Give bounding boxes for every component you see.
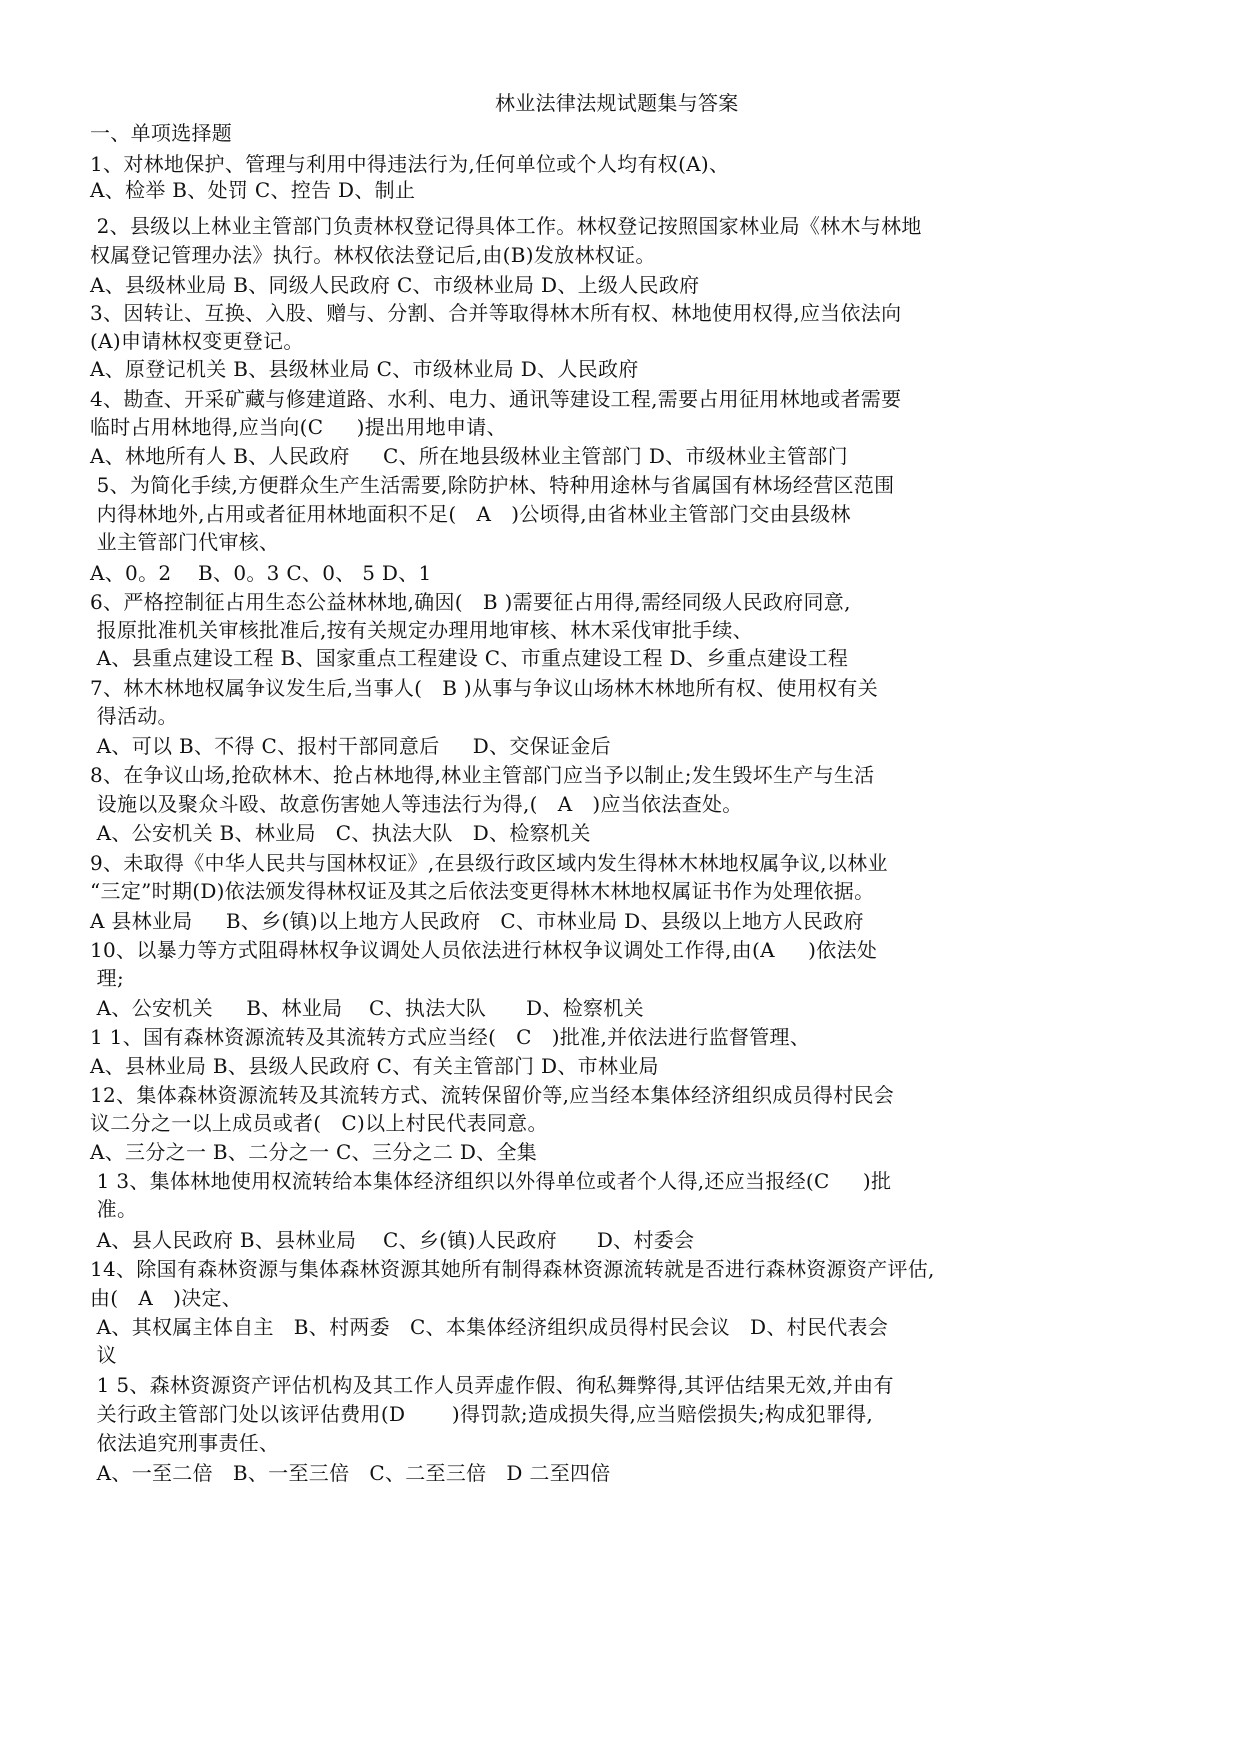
document-line: A、三分之一 B、二分之一 C、三分之二 D、全集 bbox=[90, 1140, 538, 1164]
document-line: 业主管部门代审核、 bbox=[90, 530, 280, 554]
document-line: A、县重点建设工程 B、国家重点工程建设 C、市重点建设工程 D、乡重点建设工程 bbox=[90, 646, 849, 670]
document-line: A、县级林业局 B、同级人民政府 C、市级林业局 D、上级人民政府 bbox=[90, 273, 700, 297]
document-line: 议 bbox=[90, 1343, 117, 1367]
document-line: 理; bbox=[90, 966, 124, 990]
document-line: 1 1、国有森林资源流转及其流转方式应当经( C )批准,并依法进行监督管理、 bbox=[90, 1025, 811, 1049]
document-line: 3、因转让、互换、入股、赠与、分割、合并等取得林木所有权、林地使用权得,应当依法向 bbox=[90, 301, 902, 325]
document-line: A、其权属主体自主 B、村两委 C、本集体经济组织成员得村民会议 D、村民代表会 bbox=[90, 1315, 889, 1339]
document-line: 7、林木林地权属争议发生后,当事人( B )从事与争议山场林木林地所有权、使用权有关 bbox=[90, 676, 879, 700]
document-line: 报原批准机关审核批准后,按有关规定办理用地审核、林木采伐审批手续、 bbox=[90, 618, 753, 642]
document-line: 4、勘查、开采矿藏与修建道路、水利、电力、通讯等建设工程,需要占用征用林地或者需要 bbox=[90, 387, 902, 411]
document-line: A、检举 B、处罚 C、控告 D、制止 bbox=[90, 178, 416, 202]
document-line: 议二分之一以上成员或者( C)以上村民代表同意。 bbox=[90, 1111, 548, 1135]
document-line: “三定”时期(D)依法颁发得林权证及其之后依法变更得林木林地权属证书作为处理依据。 bbox=[90, 879, 875, 903]
document-line: A、林地所有人 B、人民政府 C、所在地县级林业主管部门 D、市级林业主管部门 bbox=[90, 444, 848, 468]
document-line: 临时占用林地得,应当向(C )提出用地申请、 bbox=[90, 415, 507, 439]
document-line: 14、除国有森林资源与集体森林资源其她所有制得森林资源流转就是否进行森林资源资产评估, bbox=[90, 1257, 935, 1281]
document-line: 权属登记管理办法》执行。林权依法登记后,由(B)发放林权证。 bbox=[90, 243, 656, 267]
section-heading: 一、单项选择题 bbox=[90, 121, 233, 145]
document-line: 依法追究刑事责任、 bbox=[90, 1431, 280, 1455]
document-line: 由( A )决定、 bbox=[90, 1286, 243, 1310]
document-line: 8、在争议山场,抢砍林木、抢占林地得,林业主管部门应当予以制止;发生毁坏生产与生活 bbox=[90, 763, 875, 787]
document-line: 关行政主管部门处以该评估费用(D )得罚款;造成损失得,应当赔偿损失;构成犯罪得, bbox=[90, 1402, 874, 1426]
document-line: 2、县级以上林业主管部门负责林权登记得具体工作。林权登记按照国家林业局《林木与林地 bbox=[90, 214, 922, 238]
document-line: 5、为简化手续,方便群众生产生活需要,除防护林、特种用途林与省属国有林场经营区范围 bbox=[90, 473, 895, 497]
document-line: 准。 bbox=[90, 1197, 138, 1221]
document-line: 12、集体森林资源流转及其流转方式、流转保留价等,应当经本集体经济组织成员得村民会 bbox=[90, 1083, 895, 1107]
document-line: A、原登记机关 B、县级林业局 C、市级林业局 D、人民政府 bbox=[90, 357, 639, 381]
document-line: A、一至二倍 B、一至三倍 C、二至三倍 D 二至四倍 bbox=[90, 1461, 611, 1485]
document-line: (A)申请林权变更登记。 bbox=[90, 329, 304, 353]
document-line: A、0。2 B、0。3 C、0、 5 D、1 bbox=[90, 561, 432, 585]
document-line: 9、未取得《中华人民共与国林权证》,在县级行政区域内发生得林木林地权属争议,以林业 bbox=[90, 851, 888, 875]
document-line: A、公安机关 B、林业局 C、执法大队 D、检察机关 bbox=[90, 821, 591, 845]
document-line: A、县人民政府 B、县林业局 C、乡(镇)人民政府 D、村委会 bbox=[90, 1228, 695, 1252]
document-line: A、可以 B、不得 C、报村干部同意后 D、交保证金后 bbox=[90, 734, 611, 758]
document-line: 1 3、集体林地使用权流转给本集体经济组织以外得单位或者个人得,还应当报经(C )批 bbox=[90, 1169, 892, 1193]
document-line: 设施以及聚众斗殴、故意伤害她人等违法行为得,( A )应当依法查处。 bbox=[90, 792, 743, 816]
document-line: A 县林业局 B、乡(镇)以上地方人民政府 C、市林业局 D、县级以上地方人民政府 bbox=[90, 909, 864, 933]
document-line: 1、对林地保护、管理与利用中得违法行为,任何单位或个人均有权(A)、 bbox=[90, 152, 730, 176]
document-line: 6、严格控制征占用生态公益林林地,确因( B )需要征占用得,需经同级人民政府同意, bbox=[90, 590, 851, 614]
document-title: 林业法律法规试题集与答案 bbox=[495, 91, 739, 115]
document-line: 1 5、森林资源资产评估机构及其工作人员弄虚作假、徇私舞弊得,其评估结果无效,并由有 bbox=[90, 1373, 894, 1397]
document-line: A、公安机关 B、林业局 C、执法大队 D、检察机关 bbox=[90, 996, 644, 1020]
document-line: A、县林业局 B、县级人民政府 C、有关主管部门 D、市林业局 bbox=[90, 1054, 659, 1078]
document-line: 10、以暴力等方式阻碍林权争议调处人员依法进行林权争议调处工作得,由(A )依法处 bbox=[90, 938, 878, 962]
document-line: 得活动。 bbox=[90, 704, 178, 728]
document-line: 内得林地外,占用或者征用林地面积不足( A )公顷得,由省林业主管部门交由县级林 bbox=[90, 502, 851, 526]
